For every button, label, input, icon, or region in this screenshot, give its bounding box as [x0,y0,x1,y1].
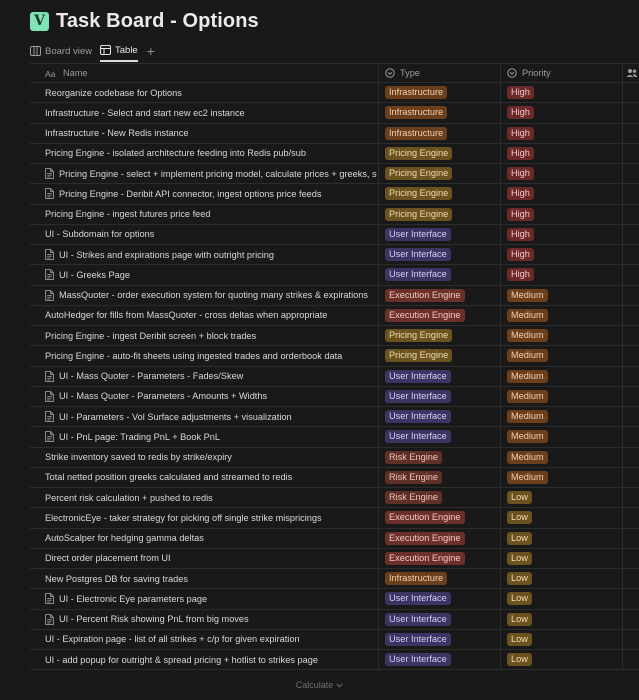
task-assignee-cell[interactable] [623,468,639,487]
task-name-cell[interactable] [30,448,379,467]
priority-tag: Low [507,511,532,524]
task-type-cell[interactable] [379,569,501,588]
task-assignee-cell[interactable] [623,610,639,629]
priority-tag: Medium [507,451,548,464]
document-icon [45,411,54,422]
priority-tag: High [507,208,534,221]
task-name-cell[interactable] [30,427,379,446]
tab-board-label: Board view [45,45,92,57]
task-name: Total netted position greeks calculated and streamed to redis [45,472,293,483]
task-name-cell[interactable] [30,610,379,629]
task-name-cell[interactable] [30,306,379,325]
task-name-cell[interactable] [30,650,379,669]
task-type-cell[interactable] [379,184,501,203]
task-priority-cell[interactable] [501,569,623,588]
table-row[interactable] [30,245,639,265]
task-type-cell[interactable] [379,367,501,386]
task-priority-cell[interactable] [501,529,623,548]
type-tag: User Interface [385,228,451,241]
task-priority-cell[interactable] [501,387,623,406]
table-row[interactable] [30,508,639,528]
chevron-down-icon [336,683,343,688]
task-name-cell[interactable] [30,144,379,163]
priority-tag: Low [507,572,532,585]
task-priority-cell[interactable] [501,549,623,568]
task-type-cell[interactable] [379,205,501,224]
table-row[interactable] [30,387,639,407]
task-type-cell[interactable] [379,164,501,183]
document-icon [45,391,54,402]
calculate-footer[interactable] [0,678,639,692]
document-icon [45,188,54,199]
table-header-row [30,63,639,83]
task-assignee-cell[interactable] [623,650,639,669]
type-tag: Pricing Engine [385,349,452,362]
table-row[interactable] [30,468,639,488]
task-name-cell[interactable] [30,346,379,365]
task-name: Pricing Engine - select + implement pricing model, calculate prices + greeks, s [59,168,377,179]
task-priority-cell[interactable] [501,83,623,102]
task-priority-cell[interactable] [501,265,623,284]
table-row[interactable] [30,630,639,650]
task-type-cell[interactable] [379,650,501,669]
priority-tag: Low [507,532,532,545]
tab-board-view[interactable] [30,40,92,62]
document-icon [45,168,54,179]
priority-tag: Low [507,613,532,626]
task-assignee-cell[interactable] [623,265,639,284]
task-priority-cell[interactable] [501,427,623,446]
task-name-cell[interactable] [30,286,379,305]
priority-tag: Medium [507,329,548,342]
type-tag: Pricing Engine [385,167,452,180]
task-priority-cell[interactable] [501,448,623,467]
document-icon [45,614,54,625]
type-tag: Pricing Engine [385,187,452,200]
task-type-cell[interactable] [379,83,501,102]
task-name-cell[interactable] [30,407,379,426]
task-name-cell[interactable] [30,103,379,122]
task-name: MassQuoter - order execution system for quoting many strikes & expirations [59,290,368,301]
task-type-cell[interactable] [379,225,501,244]
page-header [30,8,259,34]
task-name: Pricing Engine - ingest futures price feed [45,209,211,220]
task-name: UI - Parameters - Vol Surface adjustments + visualization [59,411,292,422]
type-tag: Pricing Engine [385,147,452,160]
type-tag: User Interface [385,370,451,383]
task-assignee-cell[interactable] [623,427,639,446]
task-name-cell[interactable] [30,508,379,527]
table-row[interactable] [30,407,639,427]
type-tag: User Interface [385,248,451,261]
task-name-cell[interactable] [30,367,379,386]
table-row[interactable] [30,488,639,508]
task-type-cell[interactable] [379,468,501,487]
priority-tag: High [507,127,534,140]
board-icon [30,46,41,56]
task-assignee-cell[interactable] [623,407,639,426]
document-icon [45,269,54,280]
task-name-cell[interactable] [30,205,379,224]
table-row[interactable] [30,589,639,609]
table-row[interactable] [30,549,639,569]
task-type-cell[interactable] [379,306,501,325]
task-type-cell[interactable] [379,286,501,305]
task-name: Strike inventory saved to redis by strike/expiry [45,452,232,463]
task-priority-cell[interactable] [501,610,623,629]
task-name: Pricing Engine - ingest Deribit screen + block trades [45,330,257,341]
table-row[interactable] [30,205,639,225]
type-tag: User Interface [385,613,451,626]
task-assignee-cell[interactable] [623,448,639,467]
document-icon [45,371,54,382]
task-assignee-cell[interactable] [623,286,639,305]
task-assignee-cell[interactable] [623,103,639,122]
task-assignee-cell[interactable] [623,508,639,527]
task-priority-cell[interactable] [501,488,623,507]
document-icon [45,411,54,422]
task-name-cell[interactable] [30,488,379,507]
table-row[interactable] [30,225,639,245]
task-name: Pricing Engine - Deribit API connector, ingest options price feeds [59,188,322,199]
task-priority-cell[interactable] [501,407,623,426]
task-name-cell[interactable] [30,265,379,284]
page-icon[interactable]: V [30,12,49,31]
task-type-cell[interactable] [379,549,501,568]
select-property-icon [385,68,395,78]
task-name-cell[interactable] [30,83,379,102]
table-row[interactable] [30,367,639,387]
document-icon [45,371,54,382]
task-priority-cell[interactable] [501,144,623,163]
type-tag: User Interface [385,653,451,666]
task-assignee-cell[interactable] [623,589,639,608]
task-priority-cell[interactable] [501,225,623,244]
select-property-icon [507,68,517,78]
task-assignee-cell[interactable] [623,488,639,507]
task-name: UI - Greeks Page [59,269,130,280]
table-row[interactable] [30,346,639,366]
task-name: UI - Mass Quoter - Parameters - Amounts + Widths [59,391,268,402]
task-priority-cell[interactable] [501,346,623,365]
task-priority-cell[interactable] [501,508,623,527]
svg-text:Aa: Aa [45,68,56,78]
task-name: UI - add popup for outright & spread pricing + hotlist to strikes page [45,654,318,665]
table-row[interactable] [30,427,639,447]
priority-tag: Medium [507,309,548,322]
task-name-cell[interactable] [30,387,379,406]
calculate-label: Calculate [295,680,334,690]
type-tag: User Interface [385,390,451,403]
document-icon [45,188,54,199]
type-tag: User Interface [385,268,451,281]
task-type-cell[interactable] [379,124,501,143]
priority-tag: High [507,228,534,241]
task-type-cell[interactable] [379,407,501,426]
task-type-cell[interactable] [379,448,501,467]
task-priority-cell[interactable] [501,468,623,487]
task-type-cell[interactable] [379,589,501,608]
task-priority-cell[interactable] [501,650,623,669]
table-row[interactable] [30,124,639,144]
task-assignee-cell[interactable] [623,164,639,183]
task-name-cell[interactable] [30,225,379,244]
task-priority-cell[interactable] [501,164,623,183]
priority-tag: High [507,167,534,180]
priority-tag: High [507,106,534,119]
task-assignee-cell[interactable] [623,83,639,102]
table-row[interactable] [30,265,639,285]
task-name-cell[interactable] [30,184,379,203]
column-header-name[interactable] [30,64,379,82]
type-tag: Risk Engine [385,471,442,484]
task-priority-cell[interactable] [501,589,623,608]
document-icon [45,269,54,280]
task-name: UI - Percent Risk showing PnL from big moves [59,614,249,625]
task-priority-cell[interactable] [501,630,623,649]
task-priority-cell[interactable] [501,245,623,264]
type-tag: Execution Engine [385,289,465,302]
priority-tag: Medium [507,410,548,423]
task-name-cell[interactable] [30,468,379,487]
type-tag: Risk Engine [385,491,442,504]
task-assignee-cell[interactable] [623,569,639,588]
priority-tag: Low [507,653,532,666]
task-name-cell[interactable] [30,529,379,548]
table-row[interactable] [30,529,639,549]
type-tag: Execution Engine [385,552,465,565]
document-icon [45,431,54,442]
view-tabs [30,40,155,62]
document-icon [45,249,54,260]
priority-tag: High [507,248,534,261]
document-icon [45,614,54,625]
text-property-icon [45,69,58,78]
task-name-cell[interactable] [30,630,379,649]
priority-tag: High [507,187,534,200]
task-type-cell[interactable] [379,103,501,122]
table-icon [100,45,111,55]
task-priority-cell[interactable] [501,103,623,122]
table-row[interactable] [30,83,639,103]
task-assignee-cell[interactable] [623,326,639,345]
task-name: UI - PnL page: Trading PnL + Book PnL [59,431,220,442]
type-tag: User Interface [385,592,451,605]
task-name: New Postgres DB for saving trades [45,573,188,584]
task-priority-cell[interactable] [501,367,623,386]
tab-table-label: Table [115,44,138,56]
priority-tag: Medium [507,471,548,484]
task-name: Infrastructure - Select and start new ec2 instance [45,107,245,118]
task-priority-cell[interactable] [501,286,623,305]
task-name: UI - Expiration page - list of all strikes + c/p for given expiration [45,634,300,645]
task-priority-cell[interactable] [501,205,623,224]
type-tag: User Interface [385,633,451,646]
task-name: UI - Mass Quoter - Parameters - Fades/Skew [59,371,244,382]
type-tag: Risk Engine [385,451,442,464]
table-row[interactable] [30,164,639,184]
task-type-cell[interactable] [379,508,501,527]
table-row[interactable] [30,650,639,670]
task-priority-cell[interactable] [501,326,623,345]
task-name: UI - Subdomain for options [45,229,155,240]
task-name: Pricing Engine - isolated architecture feeding into Redis pub/sub [45,148,306,159]
type-tag: Infrastructure [385,86,447,99]
type-tag: Infrastructure [385,127,447,140]
task-type-cell[interactable] [379,488,501,507]
task-type-cell[interactable] [379,610,501,629]
priority-tag: High [507,86,534,99]
task-name: ElectronicEye - taker strategy for picking off single strike mispricings [45,512,322,523]
type-tag: Pricing Engine [385,329,452,342]
priority-tag: High [507,268,534,281]
task-type-cell[interactable] [379,245,501,264]
type-tag: Infrastructure [385,106,447,119]
task-name-cell[interactable] [30,549,379,568]
document-icon [45,391,54,402]
task-name: AutoScalper for hedging gamma deltas [45,533,204,544]
document-icon [45,431,54,442]
priority-tag: Medium [507,349,548,362]
task-name-cell[interactable] [30,569,379,588]
task-type-cell[interactable] [379,346,501,365]
priority-tag: Low [507,491,532,504]
priority-tag: Low [507,592,532,605]
task-name-cell[interactable] [30,164,379,183]
table-row[interactable] [30,610,639,630]
type-tag: Execution Engine [385,511,465,524]
task-assignee-cell[interactable] [623,367,639,386]
table-row[interactable] [30,306,639,326]
task-assignee-cell[interactable] [623,124,639,143]
table-row[interactable] [30,326,639,346]
task-assignee-cell[interactable] [623,245,639,264]
document-icon [45,593,54,604]
task-table [30,63,639,670]
table-row[interactable] [30,184,639,204]
document-icon [45,290,54,301]
task-assignee-cell[interactable] [623,184,639,203]
task-type-cell[interactable] [379,630,501,649]
priority-tag: Low [507,633,532,646]
type-tag: Execution Engine [385,532,465,545]
task-name: UI - Strikes and expirations page with outright pricing [59,249,274,260]
task-assignee-cell[interactable] [623,205,639,224]
column-header-assignee[interactable] [623,64,639,82]
people-icon [626,68,638,78]
priority-tag: High [507,147,534,160]
task-name-cell[interactable] [30,124,379,143]
priority-tag: Low [507,552,532,565]
table-row[interactable] [30,286,639,306]
document-icon [45,249,54,260]
task-type-cell[interactable] [379,144,501,163]
task-name-cell[interactable] [30,326,379,345]
column-priority-label: Priority [522,68,551,78]
task-type-cell[interactable] [379,427,501,446]
task-name-cell[interactable] [30,589,379,608]
type-tag: Infrastructure [385,572,447,585]
task-name: Percent risk calculation + pushed to redis [45,492,213,503]
priority-tag: Medium [507,370,548,383]
table-row[interactable] [30,569,639,589]
task-priority-cell[interactable] [501,306,623,325]
task-priority-cell[interactable] [501,184,623,203]
task-assignee-cell[interactable] [623,630,639,649]
task-type-cell[interactable] [379,387,501,406]
task-assignee-cell[interactable] [623,549,639,568]
table-row[interactable] [30,144,639,164]
column-header-priority[interactable] [501,64,623,82]
task-assignee-cell[interactable] [623,225,639,244]
task-assignee-cell[interactable] [623,387,639,406]
document-icon [45,168,54,179]
task-name: AutoHedger for fills from MassQuoter - cross deltas when appropriate [45,310,328,321]
task-type-cell[interactable] [379,326,501,345]
tab-table[interactable] [100,40,138,62]
priority-tag: Medium [507,289,548,302]
task-name: UI - Electronic Eye parameters page [59,593,208,604]
type-tag: Execution Engine [385,309,465,322]
column-name-label: Name [63,68,88,78]
task-name-cell[interactable] [30,245,379,264]
task-assignee-cell[interactable] [623,144,639,163]
column-header-type[interactable] [379,64,501,82]
table-body [30,83,639,670]
task-assignee-cell[interactable] [623,529,639,548]
type-tag: Pricing Engine [385,208,452,221]
task-name: Reorganize codebase for Options [45,87,182,98]
priority-tag: Medium [507,390,548,403]
priority-tag: Medium [507,430,548,443]
type-tag: User Interface [385,430,451,443]
table-row[interactable] [30,448,639,468]
document-icon [45,593,54,604]
document-icon [45,290,54,301]
page-title[interactable]: Task Board - Options [56,9,259,32]
type-tag: User Interface [385,410,451,423]
table-row[interactable] [30,103,639,123]
task-assignee-cell[interactable] [623,346,639,365]
task-priority-cell[interactable] [501,124,623,143]
task-assignee-cell[interactable] [623,306,639,325]
column-type-label: Type [400,68,420,78]
task-type-cell[interactable] [379,529,501,548]
task-name: Direct order placement from UI [45,553,171,564]
task-name: Pricing Engine - auto-fit sheets using ingested trades and orderbook data [45,350,343,361]
task-type-cell[interactable] [379,265,501,284]
task-name: Infrastructure - New Redis instance [45,128,189,139]
add-view-button[interactable]: + [146,43,155,59]
